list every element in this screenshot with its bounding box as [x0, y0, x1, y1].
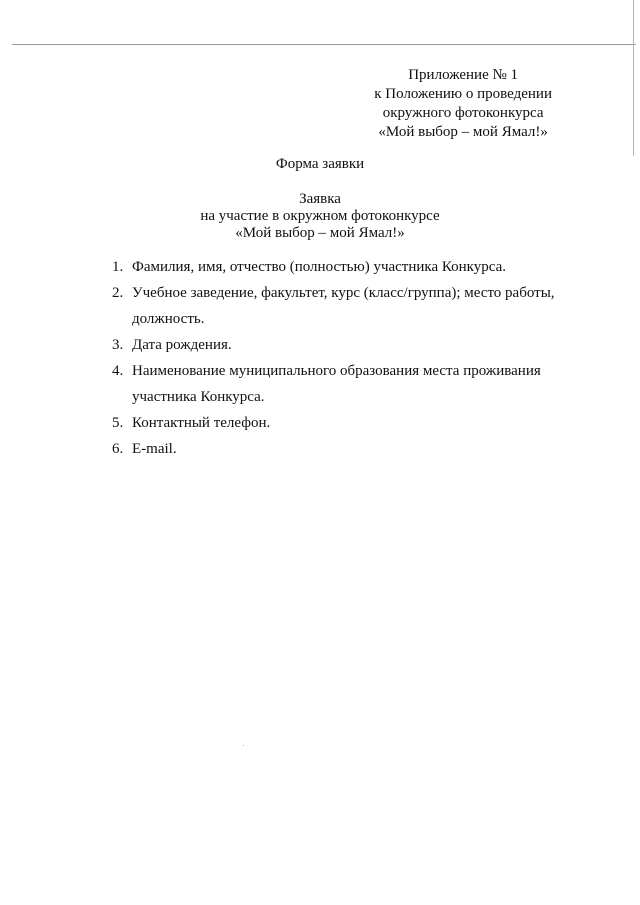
list-item-number: 1.: [112, 259, 124, 275]
list-item-text: Учебное заведение, факультет, курс (класс/группа); место работы, должность.: [132, 285, 555, 327]
appendix-line-4: «Мой выбор – мой Ямал!»: [378, 124, 548, 140]
contest-name: «Мой выбор – мой Ямал!»: [235, 225, 405, 241]
list-item-text: Контактный телефон.: [132, 415, 271, 431]
scan-right-edge: [633, 0, 634, 156]
form-title: Форма заявки: [275, 156, 365, 172]
appendix-line-2: к Положению о проведении: [374, 86, 552, 102]
appendix-line-3: окружного фотоконкурса: [382, 105, 544, 121]
list-item: [112, 254, 572, 280]
list-item: [112, 410, 572, 436]
list-item: [112, 280, 572, 332]
appendix-line-1: Приложение № 1: [408, 67, 519, 83]
requirements-list: [112, 254, 572, 462]
list-item-text: E-mail.: [132, 441, 177, 457]
scan-dot: [243, 745, 244, 746]
application-title: Заявка: [299, 191, 341, 207]
list-item: [112, 358, 572, 410]
list-item-text: Наименование муниципального образования места проживания участника Конкурса.: [132, 363, 541, 405]
application-title-block: [0, 191, 640, 242]
list-item-number: 4.: [112, 363, 124, 379]
list-item-number: 3.: [112, 337, 124, 353]
list-item-number: 2.: [112, 285, 124, 301]
list-item-text: Дата рождения.: [132, 337, 232, 353]
application-subtitle: на участие в окружном фотоконкурсе: [200, 208, 440, 224]
appendix-header: [374, 66, 552, 142]
list-item: [112, 332, 572, 358]
list-item-text: Фамилия, имя, отчество (полностью) участника Конкурса.: [132, 259, 506, 275]
list-item-number: 6.: [112, 441, 124, 457]
list-item: [112, 436, 572, 462]
scan-top-line: [12, 44, 636, 45]
list-item-number: 5.: [112, 415, 124, 431]
